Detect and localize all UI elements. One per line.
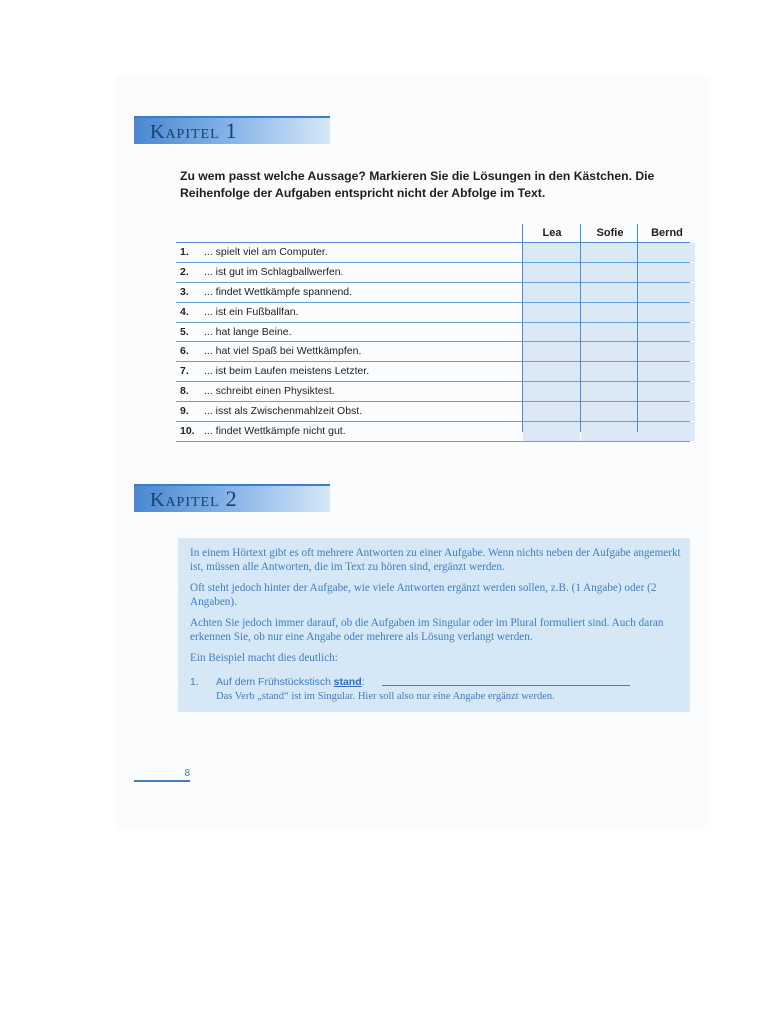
answer-checkbox-lea[interactable] (523, 402, 580, 421)
row-statement: ... hat lange Beine. (204, 325, 292, 338)
row-statement: ... ist ein Fußballfan. (204, 305, 299, 318)
answer-checkbox-lea[interactable] (523, 243, 580, 262)
table-divider (637, 224, 638, 432)
table-row (176, 323, 690, 343)
example (190, 675, 682, 702)
answer-checkbox-sofie[interactable] (581, 243, 638, 262)
table-row (176, 342, 690, 362)
example-colon: : (361, 676, 365, 688)
table-row (176, 402, 690, 422)
answer-checkbox-sofie[interactable] (581, 283, 638, 302)
answer-checkbox-sofie[interactable] (581, 382, 638, 401)
info-paragraph-3: Achten Sie jedoch immer darauf, ob die Aufgaben im Singular oder im Plural formuliert sind. Auch daran erkennen Sie, ob nur eine Angabe oder mehrere als Lösung verlangt werden. (190, 617, 664, 643)
row-number: 6. (180, 345, 189, 358)
answer-checkbox-sofie[interactable] (581, 342, 638, 361)
chapter-2-number: 2 (225, 486, 238, 511)
answer-checkbox-bernd[interactable] (638, 342, 695, 361)
answer-checkbox-bernd[interactable] (638, 283, 695, 302)
table-row (176, 382, 690, 402)
row-statement: ... schreibt einen Physiktest. (204, 385, 335, 398)
table-row (176, 263, 690, 283)
info-paragraph-4: Ein Beispiel macht dies deutlich: (190, 652, 338, 664)
row-number: 8. (180, 385, 189, 398)
row-number: 9. (180, 405, 189, 418)
table-row (176, 422, 690, 442)
row-number: 1. (180, 246, 189, 258)
example-note: Das Verb „stand“ ist im Singular. Hier soll also nur eine Angabe ergänzt werden. (216, 691, 555, 702)
answer-checkbox-lea[interactable] (523, 263, 580, 282)
row-number: 4. (180, 305, 189, 318)
task-instructions: Zu wem passt welche Aussage? Markieren Sie die Lösungen in den Kästchen. Die Reihenfolge der Aufgaben entspricht nicht der Abfolge im Text. (180, 169, 655, 200)
chapter-1-number: 1 (225, 118, 238, 143)
column-lea: Lea (542, 227, 562, 239)
answer-checkbox-bernd[interactable] (638, 243, 695, 262)
answer-checkbox-lea[interactable] (523, 422, 580, 441)
answer-checkbox-bernd[interactable] (638, 303, 695, 322)
answer-checkbox-bernd[interactable] (638, 382, 695, 401)
chapter-2-header (134, 484, 330, 512)
answer-line[interactable] (382, 685, 630, 686)
example-keyword: stand (333, 676, 362, 688)
answer-checkbox-bernd[interactable] (638, 402, 695, 421)
chapter-1-label: Kapitel (150, 121, 220, 143)
answer-checkbox-lea[interactable] (523, 323, 580, 342)
example-sentence: Auf dem Frühstückstisch (216, 676, 331, 688)
answer-checkbox-sofie[interactable] (581, 362, 638, 381)
info-paragraph-2: Oft steht jedoch hinter der Aufgabe, wie viele Antworten ergänzt werden sollen, z.B. (1 Angabe) oder (2 Angaben). (190, 582, 657, 608)
answer-checkbox-bernd[interactable] (638, 263, 695, 282)
table-row (176, 283, 690, 303)
info-paragraph-1: In einem Hörtext gibt es oft mehrere Antworten zu einer Aufgabe. Wenn nichts neben der Aufgabe angemerkt ist, müssen alle Antworten, die im Text zu hören sind, ergänzt werden. (190, 547, 681, 573)
table-header (176, 224, 690, 243)
info-box (178, 538, 690, 712)
answer-checkbox-lea[interactable] (523, 342, 580, 361)
table-row (176, 243, 690, 263)
answer-table (176, 224, 690, 442)
answer-checkbox-sofie[interactable] (581, 402, 638, 421)
row-number: 10. (180, 425, 195, 438)
answer-checkbox-lea[interactable] (523, 382, 580, 401)
row-statement: ... isst als Zwischenmahlzeit Obst. (204, 405, 363, 418)
example-number: 1. (190, 676, 199, 688)
column-bernd: Bernd (651, 227, 683, 239)
answer-checkbox-sofie[interactable] (581, 422, 638, 441)
answer-checkbox-bernd[interactable] (638, 323, 695, 342)
answer-checkbox-lea[interactable] (523, 283, 580, 302)
row-number: 7. (180, 365, 189, 378)
table-row (176, 303, 690, 323)
answer-checkbox-lea[interactable] (523, 362, 580, 381)
answer-checkbox-bernd[interactable] (638, 422, 695, 441)
row-statement: ... ist beim Laufen meistens Letzter. (204, 365, 370, 378)
chapter-1-title (150, 118, 238, 144)
row-statement: ... spielt viel am Computer. (204, 246, 328, 258)
row-number: 5. (180, 325, 189, 338)
column-sofie: Sofie (596, 227, 624, 239)
chapter-1-header (134, 116, 330, 144)
row-number: 3. (180, 285, 189, 298)
page-number: 8 (134, 768, 190, 782)
row-statement: ... hat viel Spaß bei Wettkämpfen. (204, 345, 362, 358)
row-statement: ... ist gut im Schlagballwerfen. (204, 265, 344, 278)
table-divider (580, 224, 581, 432)
table-divider (522, 224, 523, 432)
chapter-2-title (150, 486, 238, 512)
chapter-2-label: Kapitel (150, 489, 220, 511)
table-body (176, 243, 690, 442)
row-statement: ... findet Wettkämpfe spannend. (204, 285, 353, 298)
answer-checkbox-sofie[interactable] (581, 263, 638, 282)
answer-checkbox-sofie[interactable] (581, 303, 638, 322)
answer-checkbox-sofie[interactable] (581, 323, 638, 342)
answer-checkbox-bernd[interactable] (638, 362, 695, 381)
table-row (176, 362, 690, 382)
answer-checkbox-lea[interactable] (523, 303, 580, 322)
row-statement: ... findet Wettkämpfe nicht gut. (204, 425, 346, 438)
row-number: 2. (180, 265, 189, 278)
